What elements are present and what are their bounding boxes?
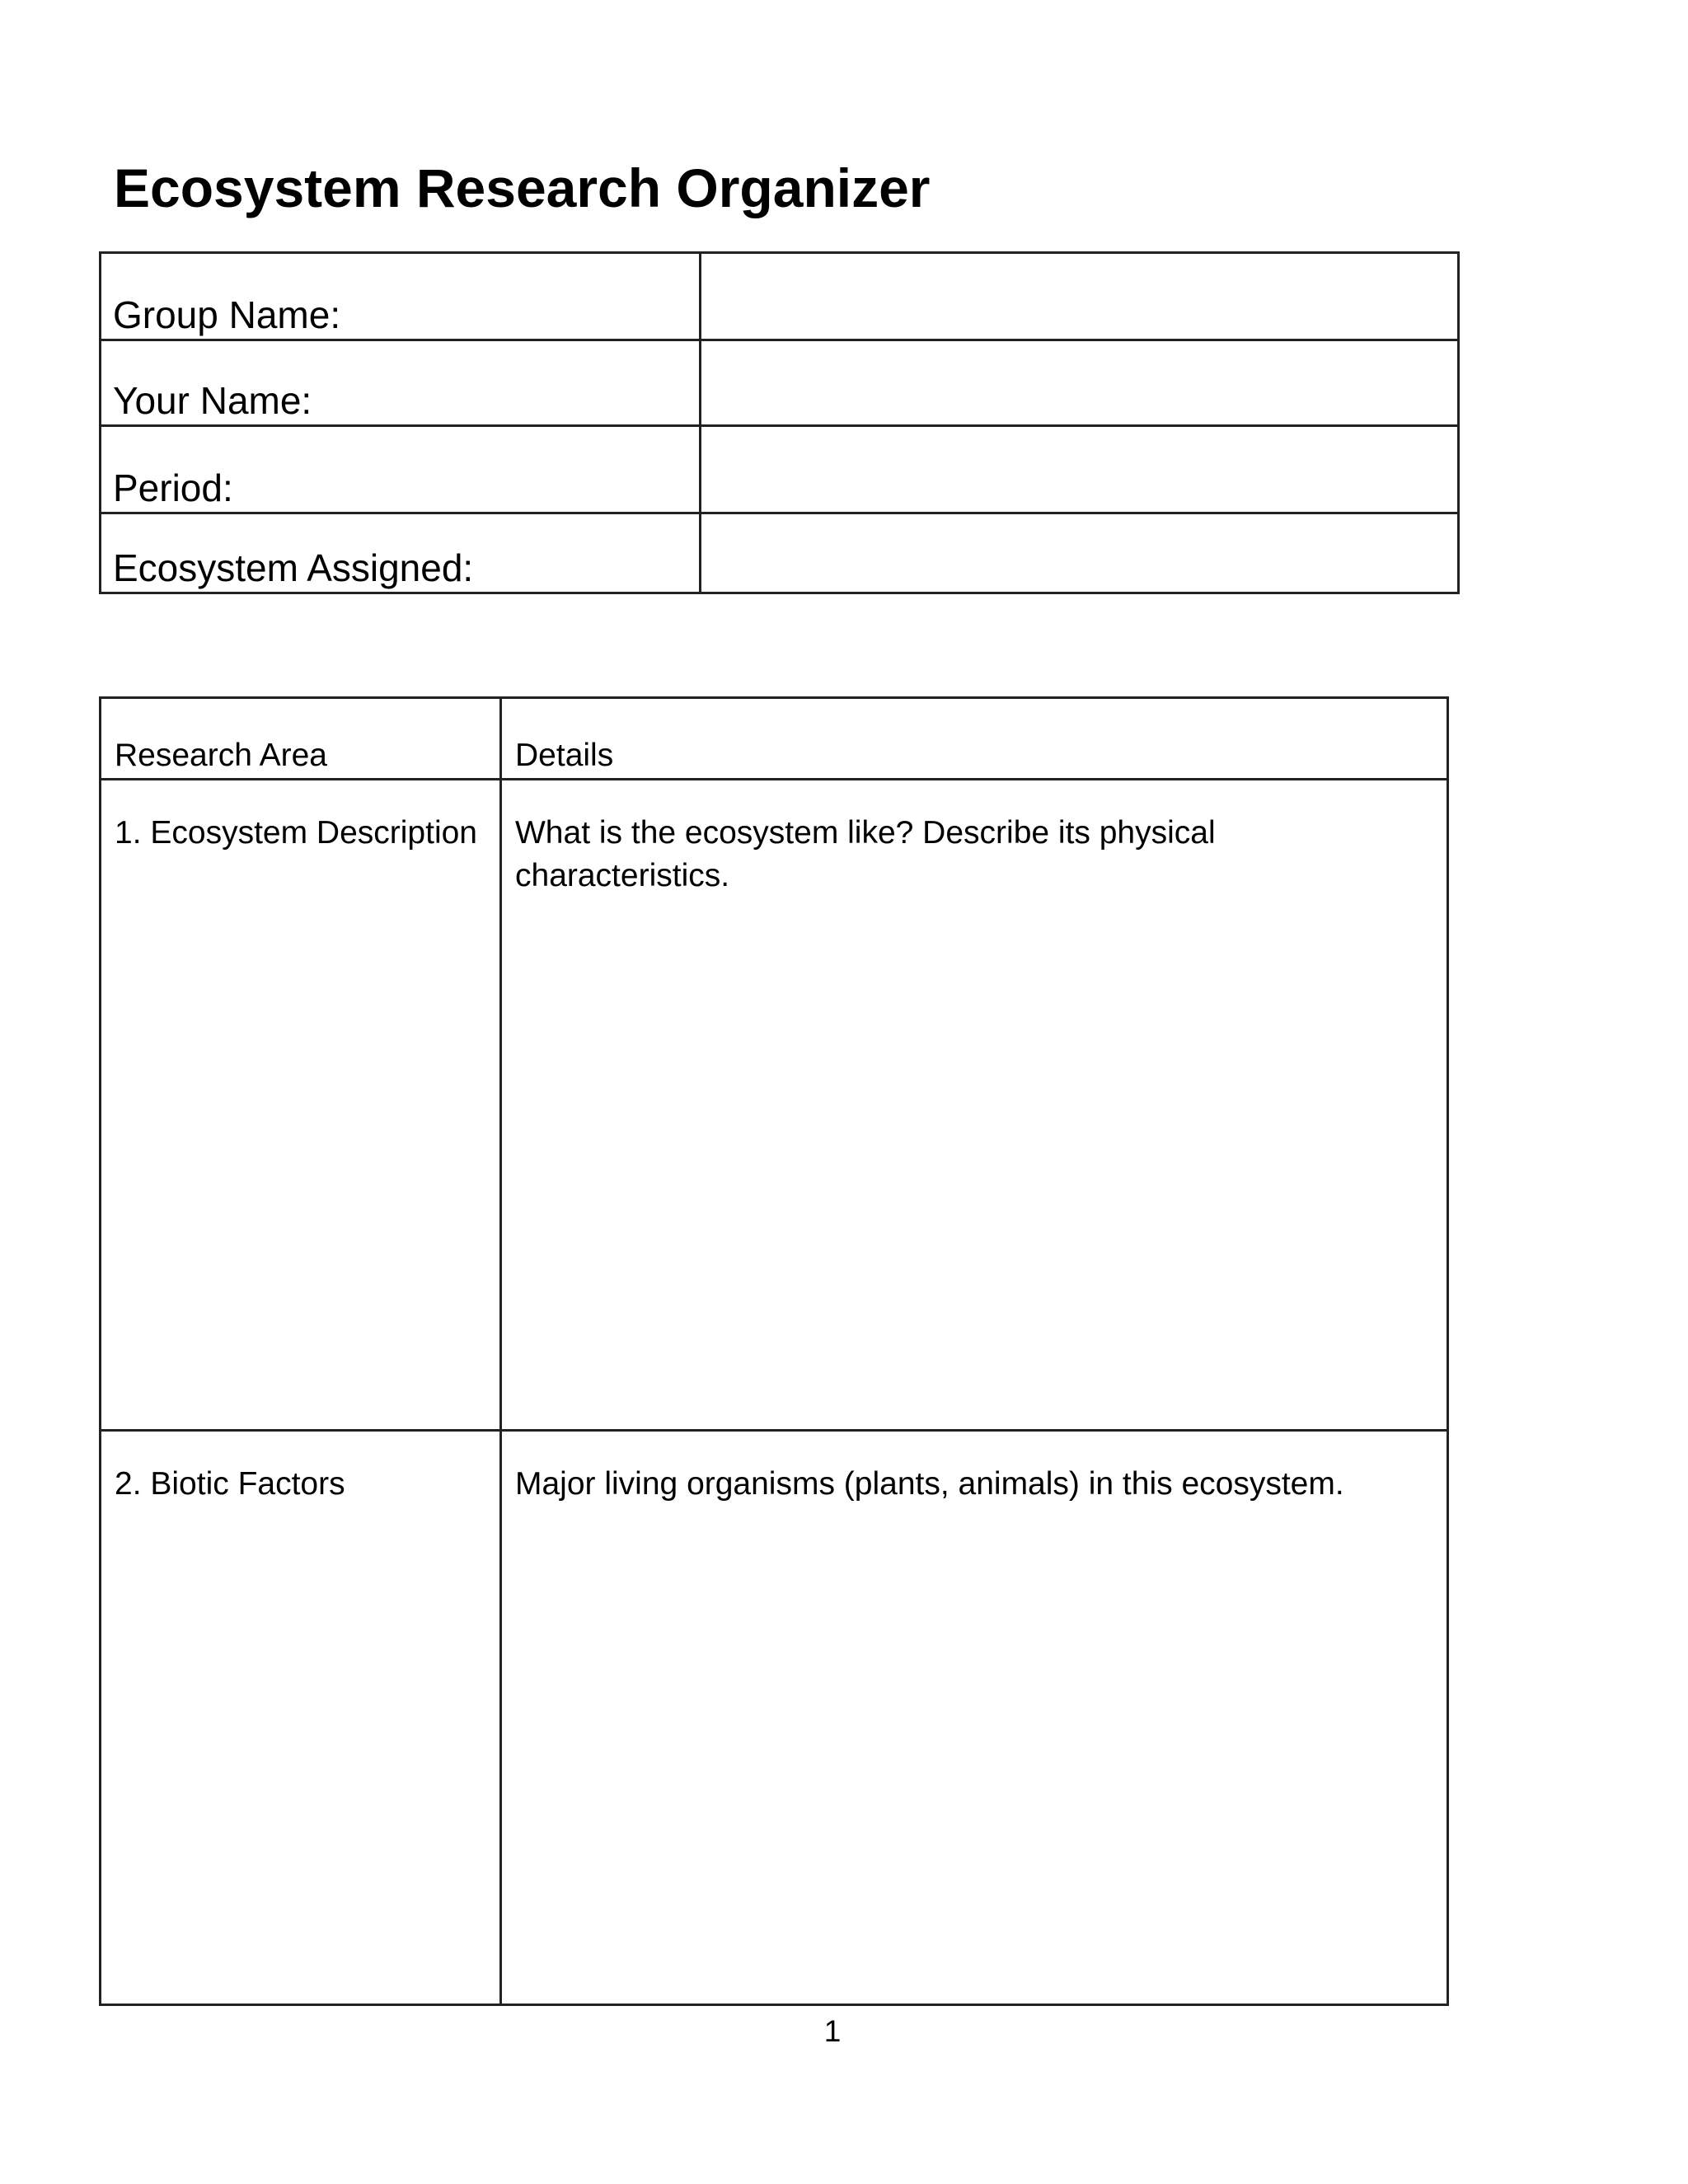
student-info-table xyxy=(99,251,1460,594)
header-cell-area xyxy=(101,699,502,778)
page-title: Ecosystem Research Organizer xyxy=(114,157,931,218)
research-area-cell xyxy=(101,780,502,1429)
group-name-label: Group Name: xyxy=(113,293,341,336)
research-row-biotic-factors xyxy=(101,1429,1447,2004)
research-area-cell xyxy=(101,1432,502,2004)
biotic-factors-area: 2. Biotic Factors xyxy=(115,1466,345,1502)
info-label-cell xyxy=(101,254,701,339)
ecosystem-assigned-label: Ecosystem Assigned: xyxy=(113,546,474,589)
your-name-label: Your Name: xyxy=(113,379,312,422)
info-row-period xyxy=(101,424,1457,512)
info-label-cell xyxy=(101,514,701,592)
period-field[interactable] xyxy=(701,427,1457,512)
research-row-ecosystem-description xyxy=(101,778,1447,1429)
period-label: Period: xyxy=(113,466,233,509)
info-label-cell xyxy=(101,427,701,512)
info-label-cell xyxy=(101,341,701,424)
group-name-field[interactable] xyxy=(701,254,1457,339)
header-cell-details xyxy=(502,699,1447,778)
research-table xyxy=(99,696,1449,2006)
ecosystem-description-details-cell[interactable] xyxy=(502,780,1447,1429)
page-number: 1 xyxy=(823,2014,842,2048)
biotic-factors-details-cell[interactable] xyxy=(502,1432,1447,2004)
ecosystem-assigned-field[interactable] xyxy=(701,514,1457,592)
ecosystem-description-prompt: What is the ecosystem like? Describe its physical characteristics. xyxy=(515,815,1216,893)
research-area-header: Research Area xyxy=(115,738,327,773)
your-name-field[interactable] xyxy=(701,341,1457,424)
research-header-row xyxy=(101,699,1447,778)
ecosystem-description-area: 1. Ecosystem Description xyxy=(115,815,477,851)
info-row-group-name xyxy=(101,254,1457,339)
biotic-factors-prompt: Major living organisms (plants, animals) in this ecosystem. xyxy=(515,1466,1344,1502)
info-row-ecosystem-assigned xyxy=(101,512,1457,592)
details-header: Details xyxy=(515,738,614,773)
info-row-your-name xyxy=(101,339,1457,424)
